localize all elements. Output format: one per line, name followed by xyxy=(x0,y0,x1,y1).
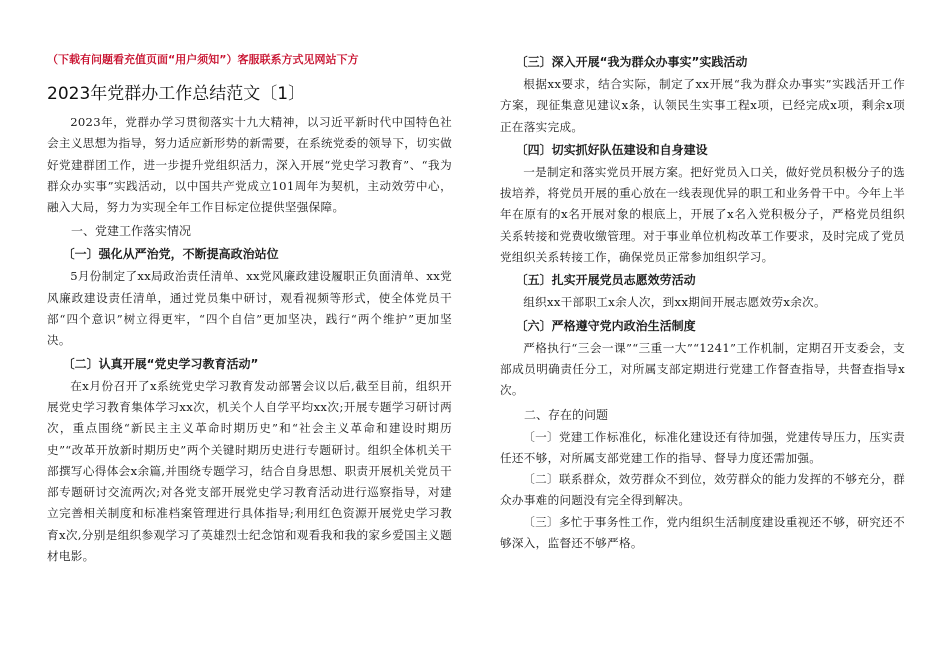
section2-heading: 二、存在的问题 xyxy=(524,407,609,422)
sub1-heading: 〔一〕强化从严治党，不断提高政治站位 xyxy=(62,247,279,262)
intro-paragraph: 2023年，党群办学习贯彻落实十九大精神，以习近平新时代中国特色社会主义思想为指导，努力适应新形势的新需要，在系统党委的领导下，切实做好党建群团工作，进一步提升党组织活力，深入开展“党史学习教育”、“我为群众办实事”实践活动，以中国共产党成立101周年为契机，主动效劳中心，融入大局，努力为实现全年工作目标定位提供坚强保障。 xyxy=(47,115,452,215)
right-body xyxy=(500,50,905,554)
sub2-heading: 〔二〕认真开展“党史学习教育活动” xyxy=(62,356,259,371)
page-title: 2023年党群办工作总结范文〔1〕 xyxy=(47,84,306,104)
sub6-paragraph: 严格执行“三会一课”“三重一大”“1241”工作机制，定期召开支委会，支部成员明确责任分工，对所属支部定期进行党建工作督查指导，共督查指导x次。 xyxy=(500,340,905,398)
issue2-paragraph: 〔二〕联系群众，效劳群众不到位，效劳群众的能力发挥的不够充分，群众办事难的问题没有完全得到解决。 xyxy=(500,472,905,508)
sub3-paragraph: 根据xx要求，结合实际，制定了xx开展“我为群众办事实”实践活开工作方案，现征集意见建议x条，认领民生实事工程x项，已经完成x项，剩余x项正在落实完成。 xyxy=(500,77,905,134)
sub6-heading: 〔六〕严格遵守党内政治生活制度 xyxy=(515,318,696,333)
sub1-paragraph: 5月份制定了xx局政治责任清单、xx党风廉政建设履职正负面清单、xx党风廉政建设责任清单，通过党员集中研讨，观看视频等形式，使全体党员干部“四个意识”树立得更牢，“四个自信”更加坚决，践行“两个维护”更加坚决。 xyxy=(47,269,452,348)
left-body xyxy=(47,112,452,567)
sub3-heading: 〔三〕深入开展“我为群众办事实”实践活动 xyxy=(515,55,748,69)
sub5-paragraph: 组织xx干部职工x余人次，到xx期间开展志愿效劳x余次。 xyxy=(523,295,826,310)
section1-heading: 一、党建工作落实情况 xyxy=(71,224,192,239)
sub2-paragraph: 在x月份召开了x系统党史学习教育发动部署会议以后,截至目前，组织开展党史学习教育集体学习xx次，机关个人自学平均xx次;开展专题学习研讨两次，重点围绕“新民主主义革命时期历史”和“社会主义革命和建设时期历史”“改革开放新时期历史”两个关键时期历史进行专题研讨。组织全体机关干部撰写心得体会x余篇,并围绕专题学习，结合自身思想、职责开展机关党员干部专题研讨交流两次;对各党支部开展党史学习教育活动进行巡察指导，对建立完善相关制度和标准档案管理进行具体指导;利用红色资源开展党史学习教育x次,分别是组织参观学习了英雄烈士纪念馆和观看我和我的家乡爱国主义题材电影。 xyxy=(47,378,452,564)
issue1-paragraph: 〔一〕党建工作标准化，标准化建设还有待加强，党建传导压力，压实责任还不够，对所属支部党建工作的指导、督导力度还需加强。 xyxy=(500,429,905,465)
issue3-paragraph: 〔三〕多忙于事务性工作，党内组织生活制度建设重视还不够，研究还不够深入，监督还不够严格。 xyxy=(500,514,905,551)
download-notice: （下载有问题看充值页面“用户须知”）客服联系方式见网站下方 xyxy=(47,53,359,66)
sub4-paragraph: 一是制定和落实党员开展方案。把好党员入口关，做好党员积极分子的选拔培养，将党员开展的重心放在一线表现优异的职工和业务骨干中。今年上半年在原有的x名开展对象的根底上，开展了x名入党积极分子，严格党员组织关系转接和党费收缴管理。对于事业单位机构改革工作要求，及时完成了党员党组织关系转接工作，确保党员正常参加组织学习。 xyxy=(500,164,905,265)
sub5-heading: 〔五〕扎实开展党员志愿效劳活动 xyxy=(515,273,696,288)
sub4-heading: 〔四〕切实抓好队伍建设和自身建设 xyxy=(515,142,708,157)
